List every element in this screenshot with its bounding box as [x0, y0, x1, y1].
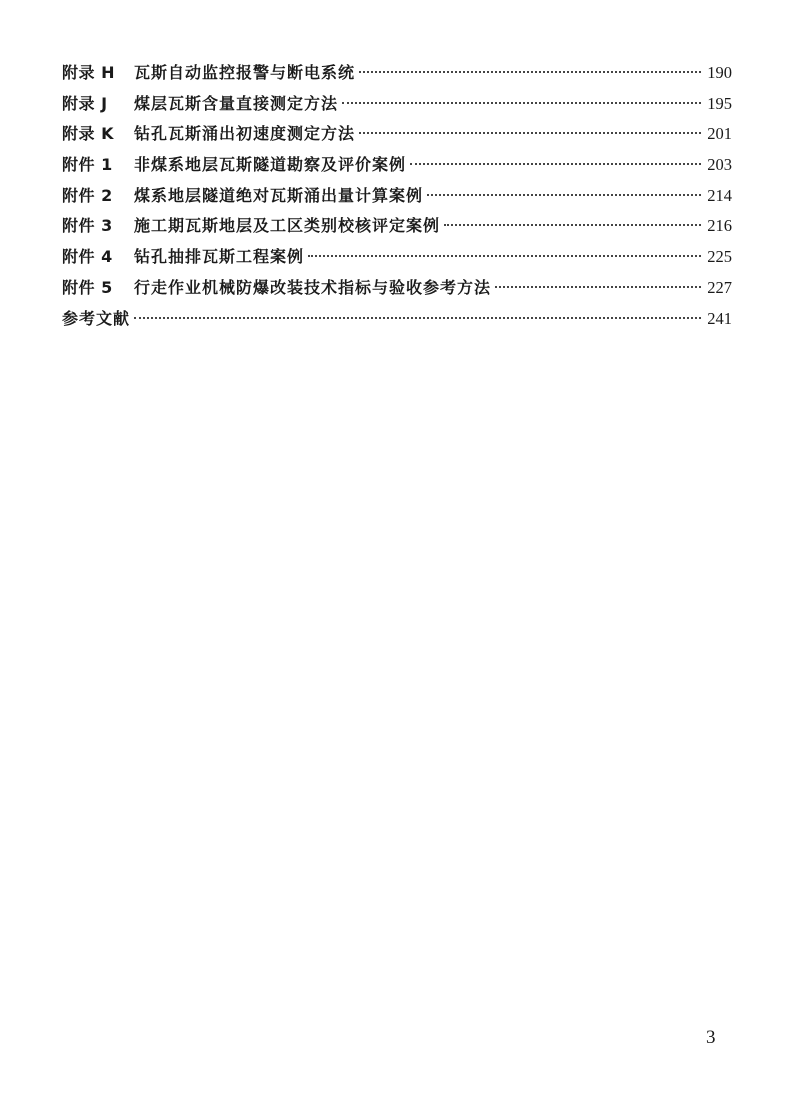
toc-entry-page: 190 — [707, 63, 732, 82]
dot-leader — [134, 317, 701, 319]
toc-entry-page: 227 — [707, 277, 732, 297]
dot-leader — [495, 286, 701, 288]
toc-entry-title: 非煤系地层瓦斯隧道勘察及评价案例 — [134, 155, 407, 175]
toc-entry-attachment-3[interactable] — [62, 211, 732, 242]
toc-entry-page: 195 — [707, 93, 732, 113]
toc-entry-attachment-1[interactable] — [62, 150, 732, 181]
table-of-contents — [62, 58, 732, 334]
toc-entry-title: 钻孔抽排瓦斯工程案例 — [134, 247, 305, 267]
toc-entry-page: 201 — [707, 124, 732, 144]
toc-entry-label: 附录 J — [62, 93, 108, 113]
dot-leader — [427, 194, 701, 196]
toc-entry-title: 施工期瓦斯地层及工区类别校核评定案例 — [134, 216, 441, 236]
toc-entry-label: 附录 H — [62, 63, 115, 82]
toc-entry-references[interactable] — [62, 304, 732, 335]
toc-entry-appendix-j[interactable] — [62, 89, 732, 120]
dot-leader — [342, 102, 701, 104]
toc-entry-attachment-5[interactable] — [62, 273, 732, 304]
toc-entry-page: 216 — [707, 216, 732, 236]
page-number: 3 — [706, 1027, 716, 1048]
toc-entry-title: 煤系地层隧道绝对瓦斯涌出量计算案例 — [134, 185, 424, 205]
toc-entry-label: 附件 4 — [62, 247, 113, 267]
dot-leader — [359, 71, 701, 73]
toc-entry-page: 214 — [707, 185, 732, 205]
toc-entry-label: 附件 3 — [62, 216, 113, 236]
toc-entry-title: 瓦斯自动监控报警与断电系统 — [134, 63, 356, 82]
toc-entry-label: 附件 1 — [62, 155, 113, 175]
dot-leader — [410, 163, 701, 165]
toc-entry-attachment-2[interactable] — [62, 181, 732, 212]
toc-entry-page: 225 — [707, 247, 732, 267]
toc-entry-page: 241 — [707, 308, 732, 328]
toc-entry-title: 行走作业机械防爆改装技术指标与验收参考方法 — [134, 277, 492, 297]
dot-leader — [308, 255, 701, 257]
toc-entry-title: 钻孔瓦斯涌出初速度测定方法 — [134, 124, 356, 144]
toc-entry-label: 附件 2 — [62, 185, 113, 205]
toc-entry-title: 煤层瓦斯含量直接测定方法 — [134, 93, 339, 113]
dot-leader — [444, 224, 701, 226]
toc-entry-label: 附录 K — [62, 124, 114, 144]
toc-entry-label: 附件 5 — [62, 277, 113, 297]
toc-entry-appendix-k[interactable] — [62, 119, 732, 150]
toc-entry-page: 203 — [707, 155, 732, 175]
toc-entry-title: 参考文献 — [62, 308, 131, 328]
toc-entry-appendix-h[interactable] — [62, 58, 732, 89]
dot-leader — [359, 132, 701, 134]
toc-entry-attachment-4[interactable] — [62, 242, 732, 273]
